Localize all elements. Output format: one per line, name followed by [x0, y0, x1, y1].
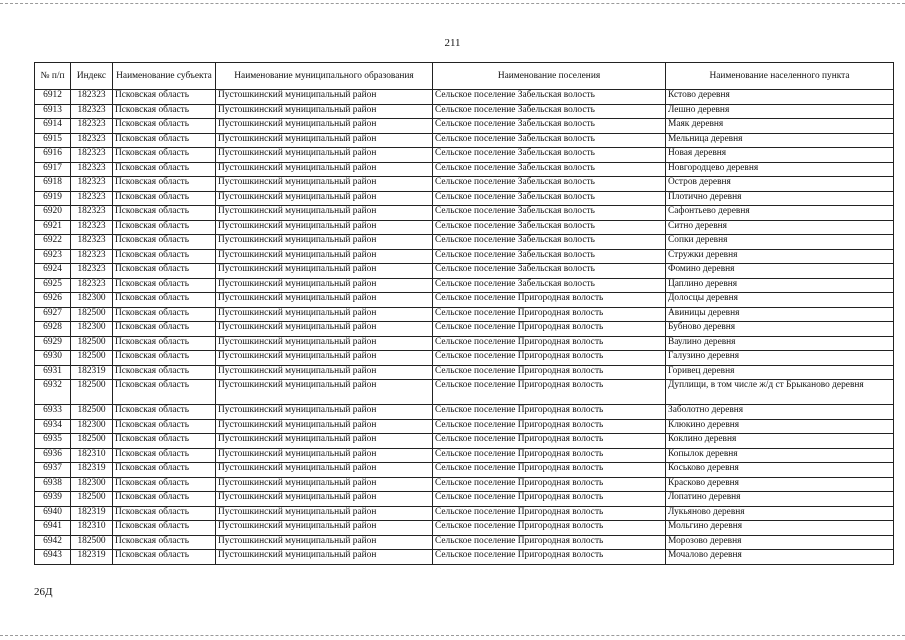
cell-subject: Псковская область — [113, 90, 216, 105]
cell-locality: Галузино деревня — [666, 351, 894, 366]
cell-settlement: Сельское поселение Пригородная волость — [433, 492, 666, 507]
cell-municipality: Пустошкинский муниципальный район — [216, 419, 433, 434]
cell-subject: Псковская область — [113, 235, 216, 250]
cell-subject: Псковская область — [113, 264, 216, 279]
cell-locality: Лешно деревня — [666, 104, 894, 119]
cell-subject: Псковская область — [113, 119, 216, 134]
cell-locality: Кстово деревня — [666, 90, 894, 105]
cell-settlement: Сельское поселение Забельская волость — [433, 249, 666, 264]
cell-locality: Ваулино деревня — [666, 336, 894, 351]
cell-subject: Псковская область — [113, 162, 216, 177]
table-row — [35, 133, 894, 148]
cell-settlement: Сельское поселение Пригородная волость — [433, 307, 666, 322]
cell-index: 182310 — [71, 448, 113, 463]
cell-municipality: Пустошкинский муниципальный район — [216, 278, 433, 293]
cell-settlement: Сельское поселение Пригородная волость — [433, 380, 666, 405]
cell-locality: Бубново деревня — [666, 322, 894, 337]
cell-subject: Псковская область — [113, 220, 216, 235]
cell-number: 6921 — [35, 220, 71, 235]
table-row — [35, 477, 894, 492]
scan-edge-bottom — [0, 635, 905, 636]
cell-subject: Псковская область — [113, 506, 216, 521]
cell-index: 182300 — [71, 477, 113, 492]
table-header-row — [35, 63, 894, 90]
cell-settlement: Сельское поселение Пригородная волость — [433, 405, 666, 420]
table-row — [35, 191, 894, 206]
table-row — [35, 206, 894, 221]
cell-subject: Псковская область — [113, 191, 216, 206]
cell-settlement: Сельское поселение Пригородная волость — [433, 434, 666, 449]
cell-index: 182500 — [71, 434, 113, 449]
cell-subject: Псковская область — [113, 405, 216, 420]
cell-settlement: Сельское поселение Пригородная волость — [433, 535, 666, 550]
cell-locality: Стружки деревня — [666, 249, 894, 264]
cell-municipality: Пустошкинский муниципальный район — [216, 162, 433, 177]
cell-number: 6915 — [35, 133, 71, 148]
cell-number: 6931 — [35, 365, 71, 380]
cell-index: 182323 — [71, 104, 113, 119]
cell-municipality: Пустошкинский муниципальный район — [216, 249, 433, 264]
cell-settlement: Сельское поселение Забельская волость — [433, 206, 666, 221]
cell-subject: Псковская область — [113, 550, 216, 565]
cell-locality: Цаплино деревня — [666, 278, 894, 293]
cell-municipality: Пустошкинский муниципальный район — [216, 133, 433, 148]
cell-number: 6927 — [35, 307, 71, 322]
cell-number: 6922 — [35, 235, 71, 250]
cell-municipality: Пустошкинский муниципальный район — [216, 506, 433, 521]
cell-municipality: Пустошкинский муниципальный район — [216, 365, 433, 380]
cell-subject: Псковская область — [113, 434, 216, 449]
cell-number: 6937 — [35, 463, 71, 478]
cell-settlement: Сельское поселение Пригородная волость — [433, 521, 666, 536]
table-row — [35, 264, 894, 279]
cell-index: 182323 — [71, 119, 113, 134]
cell-number: 6935 — [35, 434, 71, 449]
table-row — [35, 419, 894, 434]
cell-municipality: Пустошкинский муниципальный район — [216, 206, 433, 221]
cell-subject: Псковская область — [113, 365, 216, 380]
cell-subject: Псковская область — [113, 351, 216, 366]
cell-index: 182319 — [71, 550, 113, 565]
cell-municipality: Пустошкинский муниципальный район — [216, 380, 433, 405]
cell-index: 182300 — [71, 293, 113, 308]
cell-locality: Копылок деревня — [666, 448, 894, 463]
table-row — [35, 235, 894, 250]
cell-subject: Псковская область — [113, 419, 216, 434]
cell-index: 182500 — [71, 351, 113, 366]
cell-settlement: Сельское поселение Забельская волость — [433, 177, 666, 192]
cell-settlement: Сельское поселение Пригородная волость — [433, 365, 666, 380]
cell-subject: Псковская область — [113, 492, 216, 507]
cell-index: 182323 — [71, 148, 113, 163]
cell-index: 182319 — [71, 463, 113, 478]
cell-subject: Псковская область — [113, 206, 216, 221]
cell-number: 6941 — [35, 521, 71, 536]
cell-locality: Новая деревня — [666, 148, 894, 163]
cell-locality: Дуплищи, в том числе ж/д ст Брыканово деревня — [666, 380, 894, 405]
table-row — [35, 177, 894, 192]
cell-number: 6919 — [35, 191, 71, 206]
cell-number: 6920 — [35, 206, 71, 221]
table-row — [35, 448, 894, 463]
table-row — [35, 405, 894, 420]
header-index: Индекс — [71, 63, 113, 90]
cell-subject: Псковская область — [113, 380, 216, 405]
page-number: 211 — [444, 37, 461, 49]
cell-number: 6928 — [35, 322, 71, 337]
cell-number: 6943 — [35, 550, 71, 565]
table-row — [35, 307, 894, 322]
table-row — [35, 119, 894, 134]
cell-municipality: Пустошкинский муниципальный район — [216, 90, 433, 105]
cell-settlement: Сельское поселение Пригородная волость — [433, 336, 666, 351]
cell-index: 182323 — [71, 133, 113, 148]
cell-index: 182323 — [71, 162, 113, 177]
cell-municipality: Пустошкинский муниципальный район — [216, 104, 433, 119]
cell-subject: Псковская область — [113, 322, 216, 337]
cell-settlement: Сельское поселение Забельская волость — [433, 191, 666, 206]
cell-index: 182323 — [71, 177, 113, 192]
cell-locality: Клюкино деревня — [666, 419, 894, 434]
cell-settlement: Сельское поселение Забельская волость — [433, 104, 666, 119]
cell-settlement: Сельское поселение Пригородная волость — [433, 550, 666, 565]
table-row — [35, 278, 894, 293]
table-row — [35, 104, 894, 119]
cell-index: 182319 — [71, 506, 113, 521]
cell-number: 6914 — [35, 119, 71, 134]
cell-locality: Коськово деревня — [666, 463, 894, 478]
cell-settlement: Сельское поселение Забельская волость — [433, 220, 666, 235]
cell-index: 182323 — [71, 264, 113, 279]
cell-index: 182500 — [71, 405, 113, 420]
cell-number: 6916 — [35, 148, 71, 163]
cell-settlement: Сельское поселение Пригородная волость — [433, 506, 666, 521]
cell-locality: Долосцы деревня — [666, 293, 894, 308]
cell-number: 6942 — [35, 535, 71, 550]
cell-locality: Остров деревня — [666, 177, 894, 192]
cell-number: 6933 — [35, 405, 71, 420]
cell-index: 182323 — [71, 191, 113, 206]
cell-index: 182323 — [71, 206, 113, 221]
cell-locality: Заболотно деревня — [666, 405, 894, 420]
cell-locality: Плотично деревня — [666, 191, 894, 206]
cell-settlement: Сельское поселение Забельская волость — [433, 133, 666, 148]
cell-settlement: Сельское поселение Пригородная волость — [433, 293, 666, 308]
cell-municipality: Пустошкинский муниципальный район — [216, 405, 433, 420]
cell-settlement: Сельское поселение Забельская волость — [433, 119, 666, 134]
cell-municipality: Пустошкинский муниципальный район — [216, 322, 433, 337]
table-row — [35, 521, 894, 536]
cell-index: 182500 — [71, 535, 113, 550]
page-code: 26Д — [34, 586, 53, 598]
cell-settlement: Сельское поселение Забельская волость — [433, 264, 666, 279]
cell-number: 6926 — [35, 293, 71, 308]
cell-index: 182323 — [71, 249, 113, 264]
cell-locality: Авиницы деревня — [666, 307, 894, 322]
cell-index: 182323 — [71, 235, 113, 250]
table-row — [35, 463, 894, 478]
table-body — [35, 90, 894, 565]
cell-municipality: Пустошкинский муниципальный район — [216, 336, 433, 351]
cell-subject: Псковская область — [113, 336, 216, 351]
cell-locality: Морозово деревня — [666, 535, 894, 550]
cell-index: 182500 — [71, 336, 113, 351]
cell-settlement: Сельское поселение Пригородная волость — [433, 463, 666, 478]
cell-index: 182500 — [71, 492, 113, 507]
cell-index: 182323 — [71, 278, 113, 293]
cell-municipality: Пустошкинский муниципальный район — [216, 477, 433, 492]
cell-number: 6918 — [35, 177, 71, 192]
cell-locality: Мочалово деревня — [666, 550, 894, 565]
cell-locality: Горивец деревня — [666, 365, 894, 380]
cell-number: 6929 — [35, 336, 71, 351]
cell-locality: Сопки деревня — [666, 235, 894, 250]
cell-number: 6930 — [35, 351, 71, 366]
cell-settlement: Сельское поселение Забельская волость — [433, 162, 666, 177]
cell-locality: Красково деревня — [666, 477, 894, 492]
cell-settlement: Сельское поселение Забельская волость — [433, 278, 666, 293]
table-row — [35, 322, 894, 337]
cell-municipality: Пустошкинский муниципальный район — [216, 463, 433, 478]
cell-locality: Мельница деревня — [666, 133, 894, 148]
cell-municipality: Пустошкинский муниципальный район — [216, 148, 433, 163]
header-municipality: Наименование муниципального образования — [216, 63, 433, 90]
cell-municipality: Пустошкинский муниципальный район — [216, 220, 433, 235]
table-row — [35, 162, 894, 177]
cell-number: 6913 — [35, 104, 71, 119]
cell-subject: Псковская область — [113, 463, 216, 478]
cell-locality: Ситно деревня — [666, 220, 894, 235]
cell-locality: Новгородцево деревня — [666, 162, 894, 177]
table-row — [35, 90, 894, 105]
cell-locality: Сафонтьево деревня — [666, 206, 894, 221]
cell-settlement: Сельское поселение Пригородная волость — [433, 419, 666, 434]
cell-municipality: Пустошкинский муниципальный район — [216, 434, 433, 449]
cell-number: 6925 — [35, 278, 71, 293]
cell-subject: Псковская область — [113, 148, 216, 163]
cell-number: 6939 — [35, 492, 71, 507]
cell-locality: Мольгино деревня — [666, 521, 894, 536]
cell-settlement: Сельское поселение Пригородная волость — [433, 322, 666, 337]
cell-locality: Лопатино деревня — [666, 492, 894, 507]
cell-number: 6934 — [35, 419, 71, 434]
scan-edge-top — [0, 3, 905, 4]
cell-index: 182300 — [71, 419, 113, 434]
cell-index: 182323 — [71, 220, 113, 235]
cell-subject: Псковская область — [113, 133, 216, 148]
table-row — [35, 535, 894, 550]
table-row — [35, 550, 894, 565]
table-row — [35, 249, 894, 264]
cell-number: 6924 — [35, 264, 71, 279]
cell-locality: Фомино деревня — [666, 264, 894, 279]
cell-number: 6912 — [35, 90, 71, 105]
cell-index: 182300 — [71, 322, 113, 337]
cell-index: 182323 — [71, 90, 113, 105]
cell-index: 182319 — [71, 365, 113, 380]
cell-municipality: Пустошкинский муниципальный район — [216, 351, 433, 366]
cell-locality: Маяк деревня — [666, 119, 894, 134]
cell-municipality: Пустошкинский муниципальный район — [216, 293, 433, 308]
cell-locality: Коклино деревня — [666, 434, 894, 449]
table-row — [35, 336, 894, 351]
cell-municipality: Пустошкинский муниципальный район — [216, 535, 433, 550]
cell-subject: Псковская область — [113, 535, 216, 550]
cell-subject: Псковская область — [113, 278, 216, 293]
cell-settlement: Сельское поселение Забельская волость — [433, 148, 666, 163]
cell-index: 182500 — [71, 380, 113, 405]
header-settlement: Наименование поселения — [433, 63, 666, 90]
cell-municipality: Пустошкинский муниципальный район — [216, 191, 433, 206]
header-locality: Наименование населенного пункта — [666, 63, 894, 90]
table-row — [35, 506, 894, 521]
cell-subject: Псковская область — [113, 307, 216, 322]
cell-index: 182500 — [71, 307, 113, 322]
table-row — [35, 293, 894, 308]
cell-settlement: Сельское поселение Забельская волость — [433, 90, 666, 105]
cell-number: 6940 — [35, 506, 71, 521]
cell-municipality: Пустошкинский муниципальный район — [216, 177, 433, 192]
cell-number: 6936 — [35, 448, 71, 463]
cell-number: 6932 — [35, 380, 71, 405]
cell-municipality: Пустошкинский муниципальный район — [216, 235, 433, 250]
cell-municipality: Пустошкинский муниципальный район — [216, 307, 433, 322]
header-subject: Наименование субъекта — [113, 63, 216, 90]
table-row — [35, 365, 894, 380]
cell-subject: Псковская область — [113, 521, 216, 536]
cell-subject: Псковская область — [113, 477, 216, 492]
table-row — [35, 351, 894, 366]
cell-subject: Псковская область — [113, 293, 216, 308]
cell-municipality: Пустошкинский муниципальный район — [216, 119, 433, 134]
cell-municipality: Пустошкинский муниципальный район — [216, 550, 433, 565]
settlements-table — [34, 62, 894, 565]
cell-index: 182310 — [71, 521, 113, 536]
cell-municipality: Пустошкинский муниципальный район — [216, 448, 433, 463]
cell-settlement: Сельское поселение Пригородная волость — [433, 351, 666, 366]
cell-subject: Псковская область — [113, 249, 216, 264]
table-row — [35, 220, 894, 235]
cell-municipality: Пустошкинский муниципальный район — [216, 264, 433, 279]
cell-settlement: Сельское поселение Пригородная волость — [433, 448, 666, 463]
cell-number: 6923 — [35, 249, 71, 264]
table-row — [35, 380, 894, 405]
table-row — [35, 148, 894, 163]
table-row — [35, 434, 894, 449]
header-number: № п/п — [35, 63, 71, 90]
cell-settlement: Сельское поселение Пригородная волость — [433, 477, 666, 492]
cell-municipality: Пустошкинский муниципальный район — [216, 521, 433, 536]
cell-number: 6917 — [35, 162, 71, 177]
cell-municipality: Пустошкинский муниципальный район — [216, 492, 433, 507]
cell-number: 6938 — [35, 477, 71, 492]
cell-locality: Лукьяново деревня — [666, 506, 894, 521]
cell-subject: Псковская область — [113, 177, 216, 192]
cell-settlement: Сельское поселение Забельская волость — [433, 235, 666, 250]
cell-subject: Псковская область — [113, 104, 216, 119]
cell-subject: Псковская область — [113, 448, 216, 463]
table-row — [35, 492, 894, 507]
